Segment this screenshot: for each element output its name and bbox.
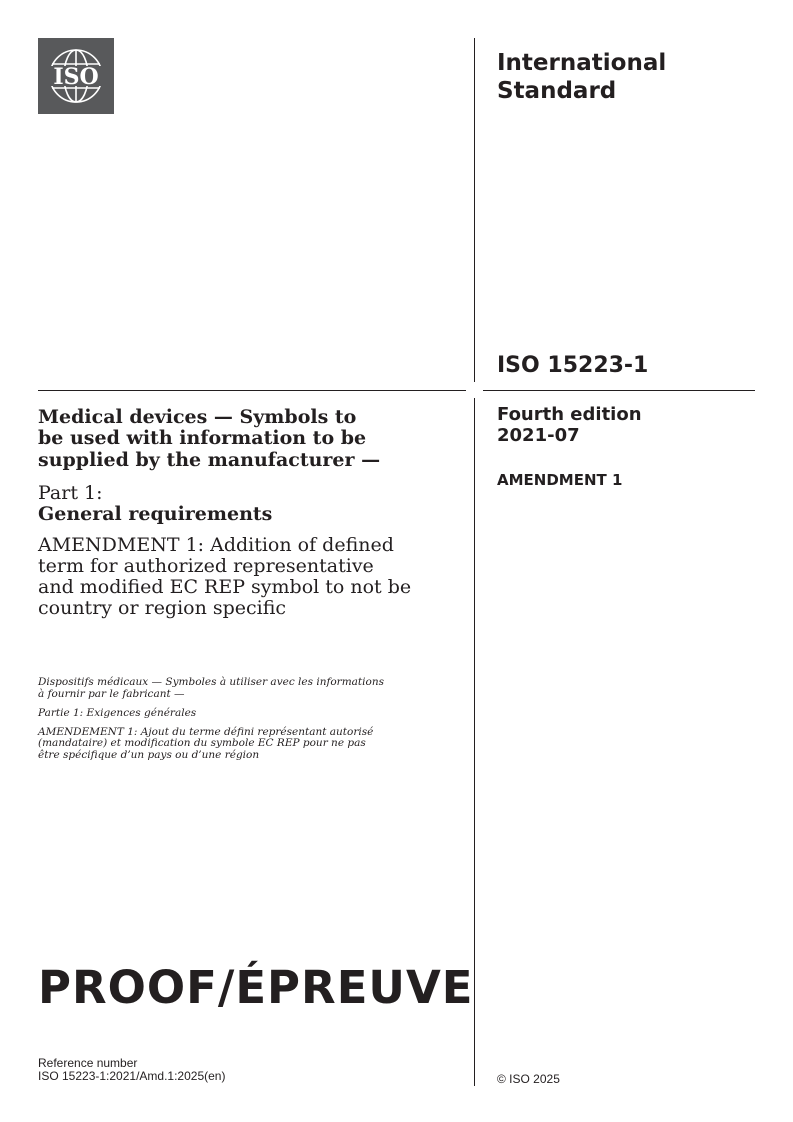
amendment-label: AMENDMENT 1 [497, 471, 623, 489]
horizontal-divider-right [483, 390, 755, 391]
document-type [497, 50, 666, 105]
french-amendment-title [38, 727, 458, 763]
copyright: © ISO 2025 [497, 1072, 560, 1086]
french-amendment-line2: (mandataire) et modification du symbole EC REP pour ne pas [38, 737, 366, 750]
edition-label: Fourth edition [497, 404, 642, 425]
french-title-block [38, 677, 458, 769]
document-number: ISO 15223-1 [497, 353, 649, 378]
proof-stamp: PROOF/ÉPREUVE [38, 961, 474, 1014]
document-type-line2: Standard [497, 77, 617, 104]
french-part-title: Partie 1: Exigences générales [38, 706, 197, 719]
amendment-title-line4: country or region specific [38, 597, 287, 620]
vertical-divider-bottom [474, 398, 475, 1086]
edition-date: 2021-07 [497, 424, 580, 446]
part-title: General requirements [38, 502, 273, 525]
french-amendment-line3: être spécifique d’un pays ou d’une région [38, 749, 260, 762]
main-title-line3: supplied by the manufacturer — [38, 448, 381, 471]
edition-info [497, 405, 642, 446]
iso-logo [38, 38, 114, 114]
french-amendment-line1: AMENDEMENT 1: Ajout du terme défini représentant autorisé [38, 725, 374, 738]
main-title [38, 407, 458, 471]
french-main-title-line2: à fournir par le fabricant — [38, 687, 185, 700]
part-label: Part 1: [38, 481, 103, 504]
document-type-line1: International [497, 50, 667, 76]
french-main-title [38, 677, 458, 701]
main-title-line1: Medical devices — Symbols to [38, 406, 357, 428]
amendment-title-line3: and modified EC REP symbol to not be [38, 576, 412, 599]
reference-label: Reference number [38, 1056, 138, 1070]
reference-number [38, 1057, 225, 1083]
amendment-title-line1: AMENDMENT 1: Addition of defined [38, 533, 394, 556]
title-block [38, 407, 458, 620]
amendment-title [38, 535, 458, 620]
reference-value: ISO 15223-1:2021/Amd.1:2025(en) [38, 1069, 226, 1084]
main-title-line2: be used with information to be [38, 427, 367, 450]
vertical-divider-top [474, 38, 475, 382]
logo-text: ISO [53, 64, 99, 90]
french-main-title-line1: Dispositifs médicaux — Symboles à utiliser avec les informations [38, 676, 384, 688]
horizontal-divider-left [38, 390, 466, 391]
amendment-title-line2: term for authorized representative [38, 554, 374, 577]
iso-globe-logo-icon [38, 38, 114, 114]
